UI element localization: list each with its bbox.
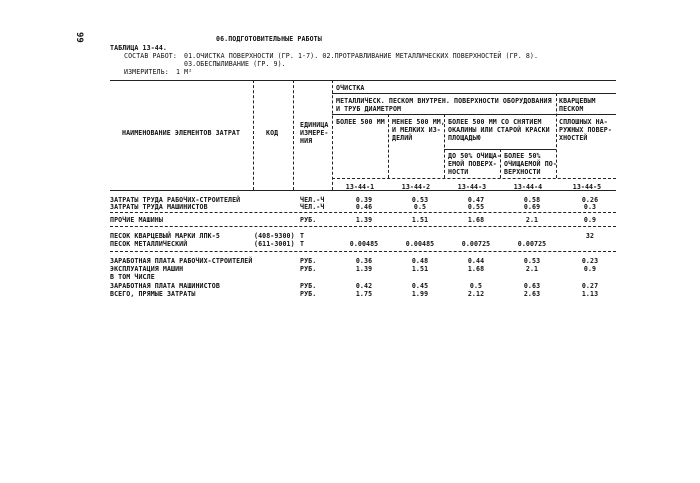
column-divider xyxy=(293,80,294,190)
row-name: ЭКСПЛУАТАЦИЯ МАШИН xyxy=(110,265,184,273)
measure-label: ИЗМЕРИТЕЛЬ: xyxy=(124,68,169,76)
norm-code: 13-44-1 xyxy=(345,183,375,191)
row-name: ЗАТРАТЫ ТРУДА РАБОЧИХ-СТРОИТЕЛЕЙ xyxy=(110,196,241,204)
row-unit: Т xyxy=(300,232,305,240)
row-value: 1.51 xyxy=(411,216,429,224)
row-name: ПРОЧИЕ МАШИНЫ xyxy=(110,216,163,224)
row-name: ПЕСОК КВАРЦЕВЫЙ МАРКИ ЛПК-5 xyxy=(110,232,220,240)
row-value: 2.12 xyxy=(467,290,485,298)
row-value: 0.00725 xyxy=(517,240,547,248)
header-rule xyxy=(332,114,616,115)
row-value: 0.23 xyxy=(581,257,599,265)
row-value: 0.46 xyxy=(355,203,373,211)
row-value: 0.00725 xyxy=(461,240,491,248)
row-value: 1.39 xyxy=(355,216,373,224)
row-value: 1.39 xyxy=(355,265,373,273)
row-unit: РУБ. xyxy=(300,216,317,224)
row-unit: РУБ. xyxy=(300,290,317,298)
row-value: 1.75 xyxy=(355,290,373,298)
row-value: 0.69 xyxy=(523,203,541,211)
over-50-header: БОЛЕЕ 50% xyxy=(504,152,541,160)
page-number: 99 xyxy=(74,32,84,43)
row-unit: РУБ. xyxy=(300,257,317,265)
norm-code: 13-44-3 xyxy=(457,183,487,191)
under-500-header: И МЕЛКИХ ИЗ- xyxy=(392,126,441,134)
continuous-header: РУЖНЫХ ПОВЕР- xyxy=(559,126,612,134)
row-value: 1.68 xyxy=(467,265,485,273)
row-name: ВСЕГО, ПРЯМЫЕ ЗАТРАТЫ xyxy=(110,290,196,298)
table-id: ТАБЛИЦА 13-44. xyxy=(110,44,167,52)
row-unit: ЧЕЛ.-Ч xyxy=(300,203,325,211)
row-value: 0.5 xyxy=(413,203,427,211)
quartz-sand-header: ПЕСКОМ xyxy=(559,105,584,113)
measure-value: 1 М² xyxy=(176,68,193,76)
row-name: ЗАРАБОТНАЯ ПЛАТА МАШИНИСТОВ xyxy=(110,282,220,290)
row-code: (408-9300) xyxy=(254,232,295,240)
row-value: 2.63 xyxy=(523,290,541,298)
cleaning-header: ОЧИСТКА xyxy=(336,84,365,92)
unit-column-header: ЕДИНИЦА xyxy=(300,121,329,129)
norm-code: 13-44-5 xyxy=(572,183,602,191)
name-column-header: НАИМЕНОВАНИЕ ЭЛЕМЕНТОВ ЗАТРАТ xyxy=(122,129,241,137)
over-500-scale-header: БОЛЕЕ 500 ММ СО СНЯТИЕМ xyxy=(448,118,542,126)
row-value: 0.26 xyxy=(581,196,599,204)
row-value: 0.39 xyxy=(355,196,373,204)
row-name: ЗАТРАТЫ ТРУДА МАШИНИСТОВ xyxy=(110,203,208,211)
row-value: 2.1 xyxy=(525,265,539,273)
row-value: 0.53 xyxy=(523,257,541,265)
row-unit: Т xyxy=(300,240,305,248)
metal-sand-header: МЕТАЛЛИЧЕСК. ПЕСКОМ ВНУТРЕН. ПОВЕРХНОСТИ ОБОРУДОВАНИЯ xyxy=(336,97,552,105)
unit-column-header: ИЗМЕРЕ- xyxy=(300,129,329,137)
over-500-scale-header: ОКАЛИНЫ ИЛИ СТАРОЙ КРАСКИ xyxy=(448,126,550,134)
header-rule xyxy=(332,93,616,94)
row-value: 0.27 xyxy=(581,282,599,290)
composition-line-1: 01.ОЧИСТКА ПОВЕРХНОСТИ (ГР. 1-7). 02.ПРОТРАВЛИВАНИЕ МЕТАЛЛИЧЕСКИХ ПОВЕРХНОСТЕЙ (ГР. 8). xyxy=(184,52,539,60)
column-divider xyxy=(253,80,254,190)
row-code: (611-3001) xyxy=(254,240,295,248)
row-value: 2.1 xyxy=(525,216,539,224)
continuous-header: СПЛОШНЫХ НА- xyxy=(559,118,608,126)
norm-code: 13-44-2 xyxy=(401,183,431,191)
row-value: 0.00485 xyxy=(405,240,435,248)
row-value: 0.44 xyxy=(467,257,485,265)
row-value: 0.36 xyxy=(355,257,373,265)
row-value: 0.9 xyxy=(583,265,597,273)
row-value: 0.00485 xyxy=(349,240,379,248)
row-value: 1.68 xyxy=(467,216,485,224)
composition-line-2: 03.ОБЕСПЫЛИВАНИЕ (ГР. 9). xyxy=(184,60,286,68)
row-value: 0.45 xyxy=(411,282,429,290)
row-value: 32 xyxy=(585,232,595,240)
row-value: 0.48 xyxy=(411,257,429,265)
row-value: 1.99 xyxy=(411,290,429,298)
norm-code: 13-44-4 xyxy=(513,183,543,191)
over-500-scale-header: ПЛОЩАДЬЮ xyxy=(448,134,481,142)
row-value: 0.5 xyxy=(469,282,483,290)
row-unit: РУБ. xyxy=(300,265,317,273)
row-separator xyxy=(110,251,616,252)
row-value: 0.42 xyxy=(355,282,373,290)
column-divider xyxy=(388,114,389,178)
metal-sand-header: И ТРУБ ДИАМЕТРОМ xyxy=(336,105,402,113)
row-name: ПЕСОК МЕТАЛЛИЧЕСКИЙ xyxy=(110,240,188,248)
composition-label: СОСТАВ РАБОТ: xyxy=(124,52,177,60)
row-value: 1.51 xyxy=(411,265,429,273)
row-unit: РУБ. xyxy=(300,282,317,290)
up-to-50-header: ДО 50% ОЧИЩА- xyxy=(448,152,501,160)
row-value: 0.55 xyxy=(467,203,485,211)
column-divider xyxy=(332,80,333,190)
row-value: 0.58 xyxy=(523,196,541,204)
under-500-header: МЕНЕЕ 500 ММ, xyxy=(392,118,445,126)
up-to-50-header: ЕМОЙ ПОВЕРХ- xyxy=(448,160,497,168)
quartz-sand-header: КВАРЦЕВЫМ xyxy=(559,97,596,105)
table-top-rule xyxy=(110,80,616,81)
over-50-header: ВЕРХНОСТИ xyxy=(504,168,541,176)
row-value: 0.63 xyxy=(523,282,541,290)
row-separator xyxy=(110,226,616,227)
over-50-header: ОЧИЩАЕМОЙ ПО- xyxy=(504,160,557,168)
row-value: 0.3 xyxy=(583,203,597,211)
up-to-50-header: НОСТИ xyxy=(448,168,469,176)
codes-rule xyxy=(332,178,616,179)
unit-column-header: НИЯ xyxy=(300,137,313,145)
over-500-header: БОЛЕЕ 500 ММ xyxy=(336,118,385,126)
row-name: В ТОМ ЧИСЛЕ xyxy=(110,273,155,281)
row-value: 0.47 xyxy=(467,196,485,204)
row-value: 0.53 xyxy=(411,196,429,204)
row-unit: ЧЕЛ.-Ч xyxy=(300,196,325,204)
row-name: ЗАРАБОТНАЯ ПЛАТА РАБОЧИХ-СТРОИТЕЛЕЙ xyxy=(110,257,253,265)
under-500-header: ДЕЛИЙ xyxy=(392,134,413,142)
row-value: 0.9 xyxy=(583,216,597,224)
row-value: 1.13 xyxy=(581,290,599,298)
row-separator xyxy=(110,212,616,213)
code-column-header: КОД xyxy=(266,129,279,137)
section-title: 06.ПОДГОТОВИТЕЛЬНЫЕ РАБОТЫ xyxy=(216,35,322,43)
continuous-header: ХНОСТЕЙ xyxy=(559,134,588,142)
